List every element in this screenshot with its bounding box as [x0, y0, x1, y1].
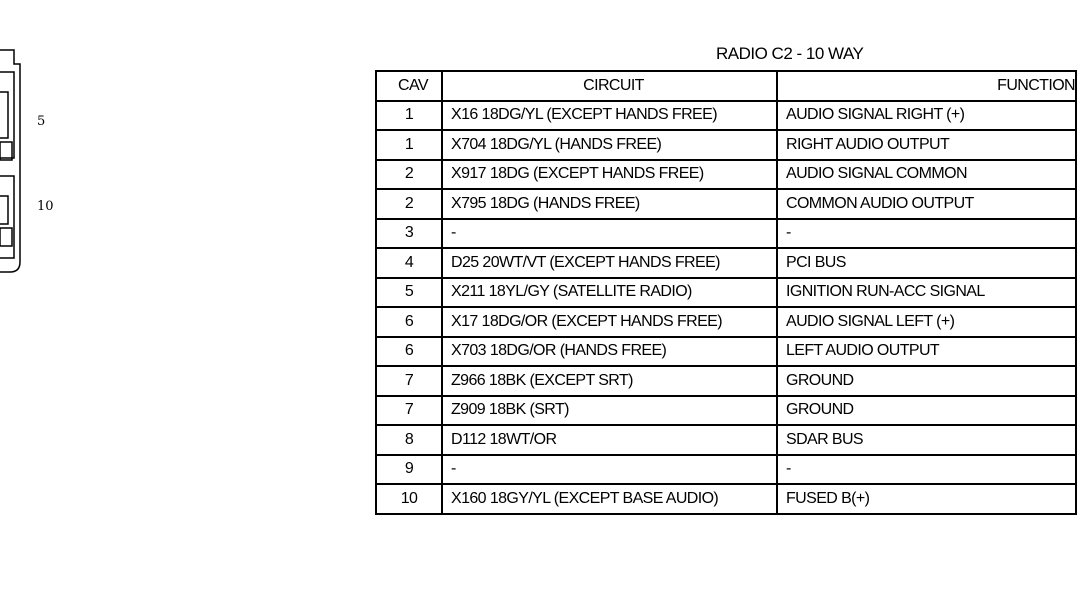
cell-cav: 5 — [376, 278, 442, 308]
table-row — [376, 160, 1076, 190]
cell-function: - — [777, 219, 1076, 249]
cell-function: PCI BUS — [777, 248, 1076, 278]
header-function: FUNCTION — [777, 71, 1076, 101]
table-row — [376, 366, 1076, 396]
table-header-row — [376, 71, 1076, 101]
table-row — [376, 130, 1076, 160]
cell-cav: 7 — [376, 366, 442, 396]
cell-circuit: - — [442, 455, 777, 485]
cell-circuit: X795 18DG (HANDS FREE) — [442, 189, 777, 219]
header-cav: CAV — [376, 71, 442, 101]
cell-function: - — [777, 455, 1076, 485]
cell-cav: 6 — [376, 307, 442, 337]
table-row — [376, 307, 1076, 337]
cell-function: GROUND — [777, 396, 1076, 426]
cell-cav: 3 — [376, 219, 442, 249]
cell-function: RIGHT AUDIO OUTPUT — [777, 130, 1076, 160]
table-row — [376, 248, 1076, 278]
cell-circuit: X704 18DG/YL (HANDS FREE) — [442, 130, 777, 160]
cell-circuit: Z909 18BK (SRT) — [442, 396, 777, 426]
cell-circuit: X917 18DG (EXCEPT HANDS FREE) — [442, 160, 777, 190]
cell-function: AUDIO SIGNAL LEFT (+) — [777, 307, 1076, 337]
cell-circuit: D25 20WT/VT (EXCEPT HANDS FREE) — [442, 248, 777, 278]
table-row — [376, 278, 1076, 308]
table-row — [376, 455, 1076, 485]
header-circuit: CIRCUIT — [442, 71, 777, 101]
cell-circuit: X211 18YL/GY (SATELLITE RADIO) — [442, 278, 777, 308]
cell-cav: 4 — [376, 248, 442, 278]
pin-label-5: 5 — [37, 114, 46, 129]
cell-function: GROUND — [777, 366, 1076, 396]
cell-cav: 2 — [376, 189, 442, 219]
table-row — [376, 219, 1076, 249]
cell-function: IGNITION RUN-ACC SIGNAL — [777, 278, 1076, 308]
cell-circuit: - — [442, 219, 777, 249]
connector-drawing — [0, 0, 80, 300]
cell-function: AUDIO SIGNAL RIGHT (+) — [777, 101, 1076, 131]
pin-label-10: 10 — [37, 199, 54, 214]
cell-circuit: X17 18DG/OR (EXCEPT HANDS FREE) — [442, 307, 777, 337]
cell-cav: 8 — [376, 425, 442, 455]
cell-cav: 9 — [376, 455, 442, 485]
cell-circuit: X160 18GY/YL (EXCEPT BASE AUDIO) — [442, 484, 777, 514]
cell-function: AUDIO SIGNAL COMMON — [777, 160, 1076, 190]
table-row — [376, 425, 1076, 455]
cell-function: SDAR BUS — [777, 425, 1076, 455]
cell-circuit: X16 18DG/YL (EXCEPT HANDS FREE) — [442, 101, 777, 131]
cell-circuit: X703 18DG/OR (HANDS FREE) — [442, 337, 777, 367]
table-row — [376, 396, 1076, 426]
cell-cav: 2 — [376, 160, 442, 190]
cell-cav: 10 — [376, 484, 442, 514]
table-row — [376, 101, 1076, 131]
cell-function: LEFT AUDIO OUTPUT — [777, 337, 1076, 367]
pinout-table-container — [375, 70, 1075, 573]
pinout-table — [375, 70, 1077, 515]
table-row — [376, 337, 1076, 367]
cell-function: COMMON AUDIO OUTPUT — [777, 189, 1076, 219]
table-row — [376, 484, 1076, 514]
table-row — [376, 189, 1076, 219]
cell-cav: 1 — [376, 130, 442, 160]
cell-cav: 7 — [376, 396, 442, 426]
table-body — [376, 101, 1076, 514]
connector-title: RADIO C2 - 10 WAY — [716, 44, 864, 63]
cell-circuit: Z966 18BK (EXCEPT SRT) — [442, 366, 777, 396]
cell-cav: 1 — [376, 101, 442, 131]
cell-cav: 6 — [376, 337, 442, 367]
cell-function: FUSED B(+) — [777, 484, 1076, 514]
cell-circuit: D112 18WT/OR — [442, 425, 777, 455]
